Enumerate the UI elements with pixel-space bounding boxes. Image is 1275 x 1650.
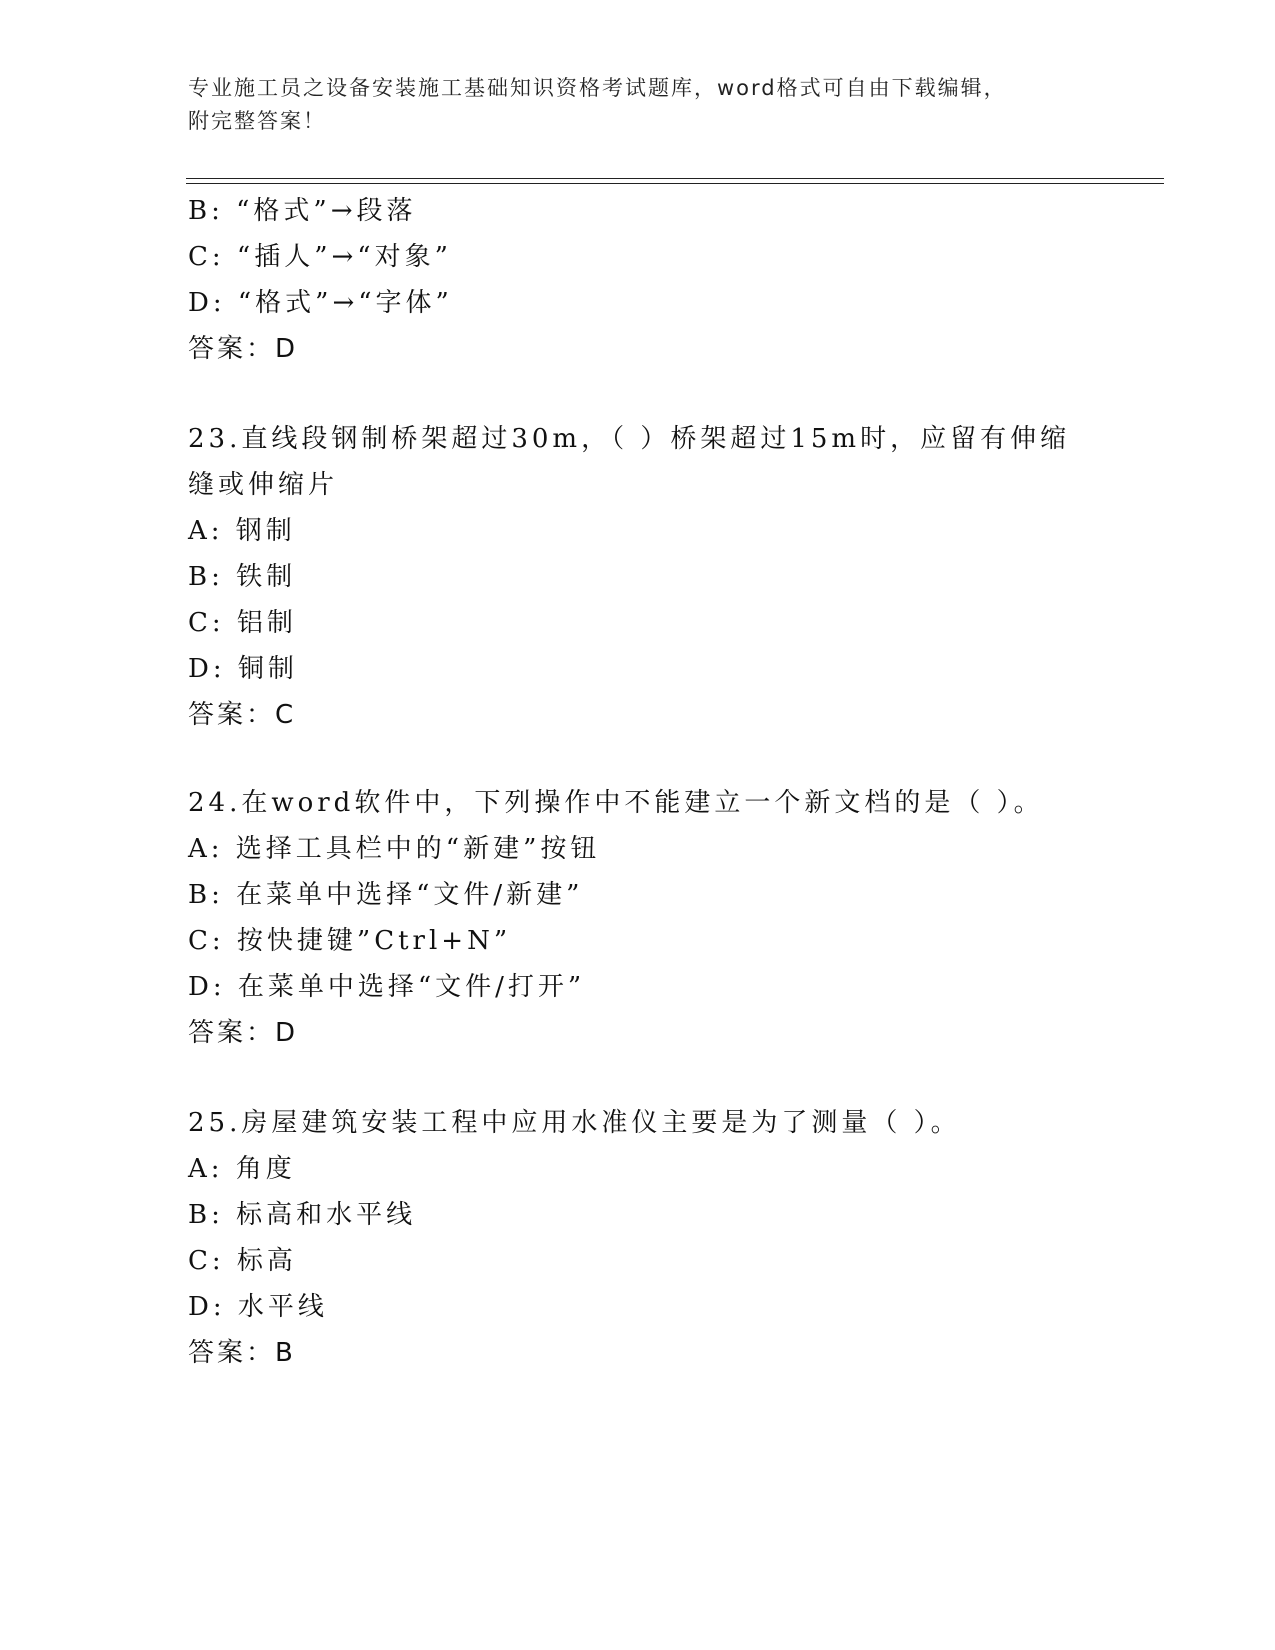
spacer: [188, 1056, 1108, 1100]
question-stem: 23.直线段钢制桥架超过30m，（ ）桥架超过15m时，应留有伸缩缝或伸缩片: [188, 424, 1071, 500]
question-list: [188, 188, 1108, 1376]
question-22-continued: [188, 188, 1108, 372]
option-b: B: 铁制: [188, 562, 297, 592]
option-d: D: “格式”→“字体”: [188, 288, 453, 318]
option-c: C: 标高: [188, 1246, 297, 1276]
question-stem: 24.在word软件中，下列操作中不能建立一个新文档的是（ ）。: [188, 788, 1044, 818]
option-b: B: “格式”→段落: [188, 196, 417, 226]
question-25: [188, 1100, 1108, 1376]
answer-line: 答案：D: [188, 1018, 299, 1048]
option-c: C: 铝制: [188, 608, 297, 638]
option-a: A: 角度: [188, 1154, 296, 1184]
option-a: A: 选择工具栏中的“新建”按钮: [188, 834, 601, 864]
header-divider-top: [186, 178, 1164, 179]
answer-line: 答案：D: [188, 334, 299, 364]
option-d: D: 铜制: [188, 654, 298, 684]
question-24: [188, 780, 1108, 1056]
answer-line: 答案：C: [188, 700, 297, 730]
option-b: B: 标高和水平线: [188, 1200, 417, 1230]
option-d: D: 在菜单中选择“文件/打开”: [188, 972, 586, 1002]
question-23: [188, 416, 1108, 738]
option-b: B: 在菜单中选择“文件/新建”: [188, 880, 584, 910]
question-stem: 25.房屋建筑安装工程中应用水准仪主要是为了测量（ ）。: [188, 1108, 961, 1138]
answer-line: 答案：B: [188, 1338, 296, 1368]
option-c: C: “插人”→“对象”: [188, 242, 452, 272]
option-a: A: 钢制: [188, 516, 296, 546]
header-title-line-1: 专业施工员之设备安装施工基础知识资格考试题库，word格式可自由下载编辑，: [188, 76, 1007, 100]
option-c: C: 按快捷键”Ctrl+N”: [188, 926, 512, 956]
option-d: D: 水平线: [188, 1292, 328, 1322]
spacer: [188, 372, 1108, 416]
header-title-line-2: 附完整答案！: [188, 109, 326, 133]
header-divider-bottom: [186, 183, 1164, 184]
page-header: [188, 72, 1088, 138]
spacer: [188, 738, 1108, 780]
